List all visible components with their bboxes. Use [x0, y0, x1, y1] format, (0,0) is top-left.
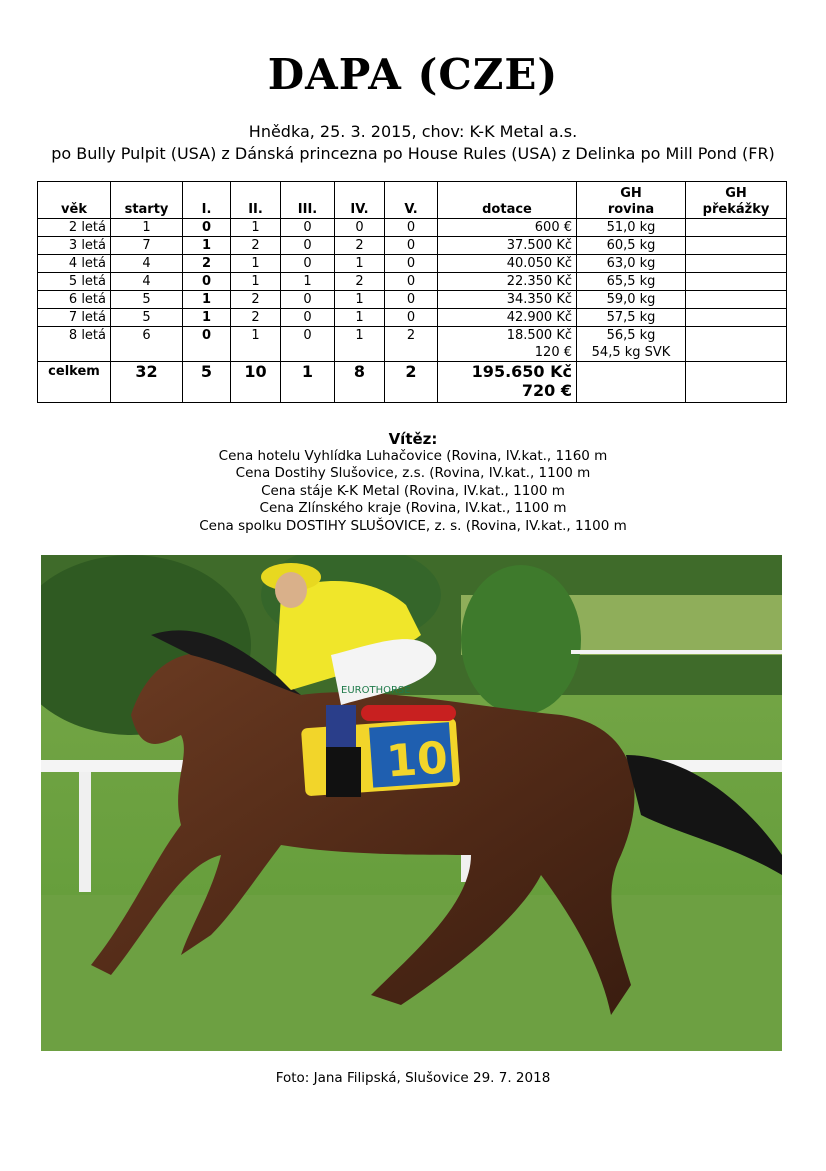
table-row	[38, 309, 787, 327]
saddle-number: 10	[384, 732, 450, 788]
header-age: věk	[38, 182, 111, 219]
winner-heading: Vítěz:	[388, 430, 438, 448]
cell-first: 0	[183, 219, 231, 237]
cell-prize-value: 42.900 Kč	[506, 310, 572, 325]
header-gh-flat-line2: rovina	[607, 202, 655, 217]
header-second: II.	[231, 182, 281, 219]
cell-prize-value: 34.350 Kč	[506, 292, 572, 307]
cell-prize	[438, 237, 577, 255]
cell-starts: 5	[111, 309, 183, 327]
total-prize-czk: 195.650 Kč	[471, 362, 572, 381]
cell-age: 8 letá	[38, 327, 111, 362]
winner-race-item: Cena Dostihy Slušovice, z.s. (Rovina, IV.kat., 1100 m	[235, 465, 591, 482]
cell-first: 2	[183, 255, 231, 273]
cell-third: 0	[281, 309, 335, 327]
cell-gh-flat-value: 56,5 kg	[606, 328, 656, 343]
cell-gh-flat-value: 51,0 kg	[606, 220, 656, 235]
cell-age: 7 letá	[38, 309, 111, 327]
winner-race-item: Cena Zlínského kraje (Rovina, IV.kat., 1100 m	[259, 500, 567, 517]
header-gh-flat-line1: GH	[620, 186, 642, 201]
cell-third: 0	[281, 291, 335, 309]
cell-gh-jump	[686, 291, 787, 309]
cell-third: 0	[281, 219, 335, 237]
cell-prize	[438, 291, 577, 309]
cell-first: 0	[183, 327, 231, 362]
total-gh-jump	[686, 362, 787, 403]
header-third: III.	[281, 182, 335, 219]
total-fifth: 2	[385, 362, 438, 403]
cell-first: 1	[183, 291, 231, 309]
cell-third: 1	[281, 273, 335, 291]
cell-prize-value: 18.500 Kč	[506, 328, 572, 343]
cell-fifth: 0	[385, 273, 438, 291]
cell-second: 2	[231, 237, 281, 255]
header-first: I.	[183, 182, 231, 219]
cell-age: 5 letá	[38, 273, 111, 291]
cell-fifth: 0	[385, 291, 438, 309]
cell-first: 0	[183, 273, 231, 291]
cell-prize	[438, 309, 577, 327]
cell-fourth: 1	[335, 309, 385, 327]
cell-prize-value: 40.050 Kč	[506, 256, 572, 271]
horse-photo	[41, 555, 782, 1051]
table-row	[38, 219, 787, 237]
horse-photo-illustration	[41, 555, 782, 1051]
cell-second: 1	[231, 327, 281, 362]
winner-race-item: Cena stáje K-K Metal (Rovina, IV.kat., 1100 m	[261, 482, 565, 499]
header-fourth: IV.	[335, 182, 385, 219]
cell-first: 1	[183, 309, 231, 327]
total-gh-flat	[577, 362, 686, 403]
cell-second: 1	[231, 273, 281, 291]
cell-first: 1	[183, 237, 231, 255]
table-row	[38, 273, 787, 291]
cell-fifth: 2	[385, 327, 438, 362]
total-starts: 32	[111, 362, 183, 403]
winner-race-item: Cena hotelu Vyhlídka Luhačovice (Rovina, IV.kat., 1160 m	[218, 448, 608, 464]
cell-starts: 6	[111, 327, 183, 362]
cell-age: 3 letá	[38, 237, 111, 255]
cell-fourth: 2	[335, 273, 385, 291]
horse-info-line: Hnědka, 25. 3. 2015, chov: K-K Metal a.s.	[248, 122, 578, 141]
total-second: 10	[231, 362, 281, 403]
cell-fifth: 0	[385, 309, 438, 327]
cell-gh-flat-value: 60,5 kg	[606, 238, 656, 253]
cell-starts: 5	[111, 291, 183, 309]
cell-age: 2 letá	[38, 219, 111, 237]
cell-fifth: 0	[385, 237, 438, 255]
cell-gh-jump	[686, 237, 787, 255]
cell-prize	[438, 219, 577, 237]
winner-races-list	[0, 448, 826, 535]
cell-gh-jump	[686, 219, 787, 237]
table-header-row	[38, 182, 787, 219]
cell-second: 2	[231, 309, 281, 327]
cell-gh-flat	[577, 219, 686, 237]
cell-second: 1	[231, 219, 281, 237]
table-row	[38, 255, 787, 273]
cell-starts: 7	[111, 237, 183, 255]
table-row	[38, 237, 787, 255]
cell-starts: 4	[111, 273, 183, 291]
cell-gh-flat-value: 57,5 kg	[606, 310, 656, 325]
total-fourth: 8	[335, 362, 385, 403]
cell-gh-flat	[577, 273, 686, 291]
cell-third: 0	[281, 255, 335, 273]
cell-gh-flat-value: 59,0 kg	[606, 292, 656, 307]
cell-gh-flat	[577, 309, 686, 327]
cell-gh-flat-value: 65,5 kg	[606, 274, 656, 289]
total-prize-eur: 720 €	[521, 381, 572, 400]
cell-gh-flat-value: 63,0 kg	[606, 256, 656, 271]
cell-gh-flat-value-2: 54,5 kg SVK	[591, 345, 671, 360]
table-row	[38, 291, 787, 309]
cell-fourth: 2	[335, 237, 385, 255]
cell-gh-jump	[686, 255, 787, 273]
header-gh-jump-line1: GH	[725, 186, 747, 201]
header-starts: starty	[111, 182, 183, 219]
total-prize	[438, 362, 577, 403]
header-prize: dotace	[438, 182, 577, 219]
total-third: 1	[281, 362, 335, 403]
cell-prize	[438, 327, 577, 362]
cell-second: 2	[231, 291, 281, 309]
cell-gh-jump	[686, 309, 787, 327]
cell-starts: 4	[111, 255, 183, 273]
cell-age: 4 letá	[38, 255, 111, 273]
cell-gh-flat	[577, 327, 686, 362]
cell-fourth: 1	[335, 255, 385, 273]
table-total-row	[38, 362, 787, 403]
cell-age: 6 letá	[38, 291, 111, 309]
cell-prize	[438, 273, 577, 291]
cell-fifth: 0	[385, 219, 438, 237]
cell-fourth: 1	[335, 291, 385, 309]
cell-starts: 1	[111, 219, 183, 237]
photo-caption: Foto: Jana Filipská, Slušovice 29. 7. 2018	[275, 1070, 551, 1086]
cell-gh-flat	[577, 291, 686, 309]
cell-fifth: 0	[385, 255, 438, 273]
cell-prize-value: 600 €	[534, 220, 572, 235]
cell-prize-value: 22.350 Kč	[506, 274, 572, 289]
cell-gh-jump	[686, 273, 787, 291]
pedigree-line: po Bully Pulpit (USA) z Dánská princezna po House Rules (USA) z Delinka po Mill Pond (FR)	[51, 144, 775, 163]
total-label: celkem	[38, 362, 111, 403]
cell-fourth: 0	[335, 219, 385, 237]
pad-text: EUROTHORSE	[341, 685, 411, 696]
cell-gh-flat	[577, 255, 686, 273]
race-record-table	[37, 181, 787, 403]
cell-gh-flat	[577, 237, 686, 255]
total-first: 5	[183, 362, 231, 403]
cell-prize-value-2: 120 €	[534, 345, 572, 360]
cell-prize-value: 37.500 Kč	[506, 238, 572, 253]
header-gh-jump	[686, 182, 787, 219]
cell-third: 0	[281, 237, 335, 255]
cell-third: 0	[281, 327, 335, 362]
cell-second: 1	[231, 255, 281, 273]
header-gh-jump-line2: překážky	[702, 202, 770, 217]
table-row	[38, 327, 787, 362]
cell-gh-jump	[686, 327, 787, 362]
winner-race-item: Cena spolku DOSTIHY SLUŠOVICE, z. s. (Rovina, IV.kat., 1100 m	[199, 517, 627, 534]
horse-name-title: DAPA (CZE)	[267, 50, 559, 99]
header-gh-flat	[577, 182, 686, 219]
cell-prize	[438, 255, 577, 273]
cell-fourth: 1	[335, 327, 385, 362]
header-fifth: V.	[385, 182, 438, 219]
